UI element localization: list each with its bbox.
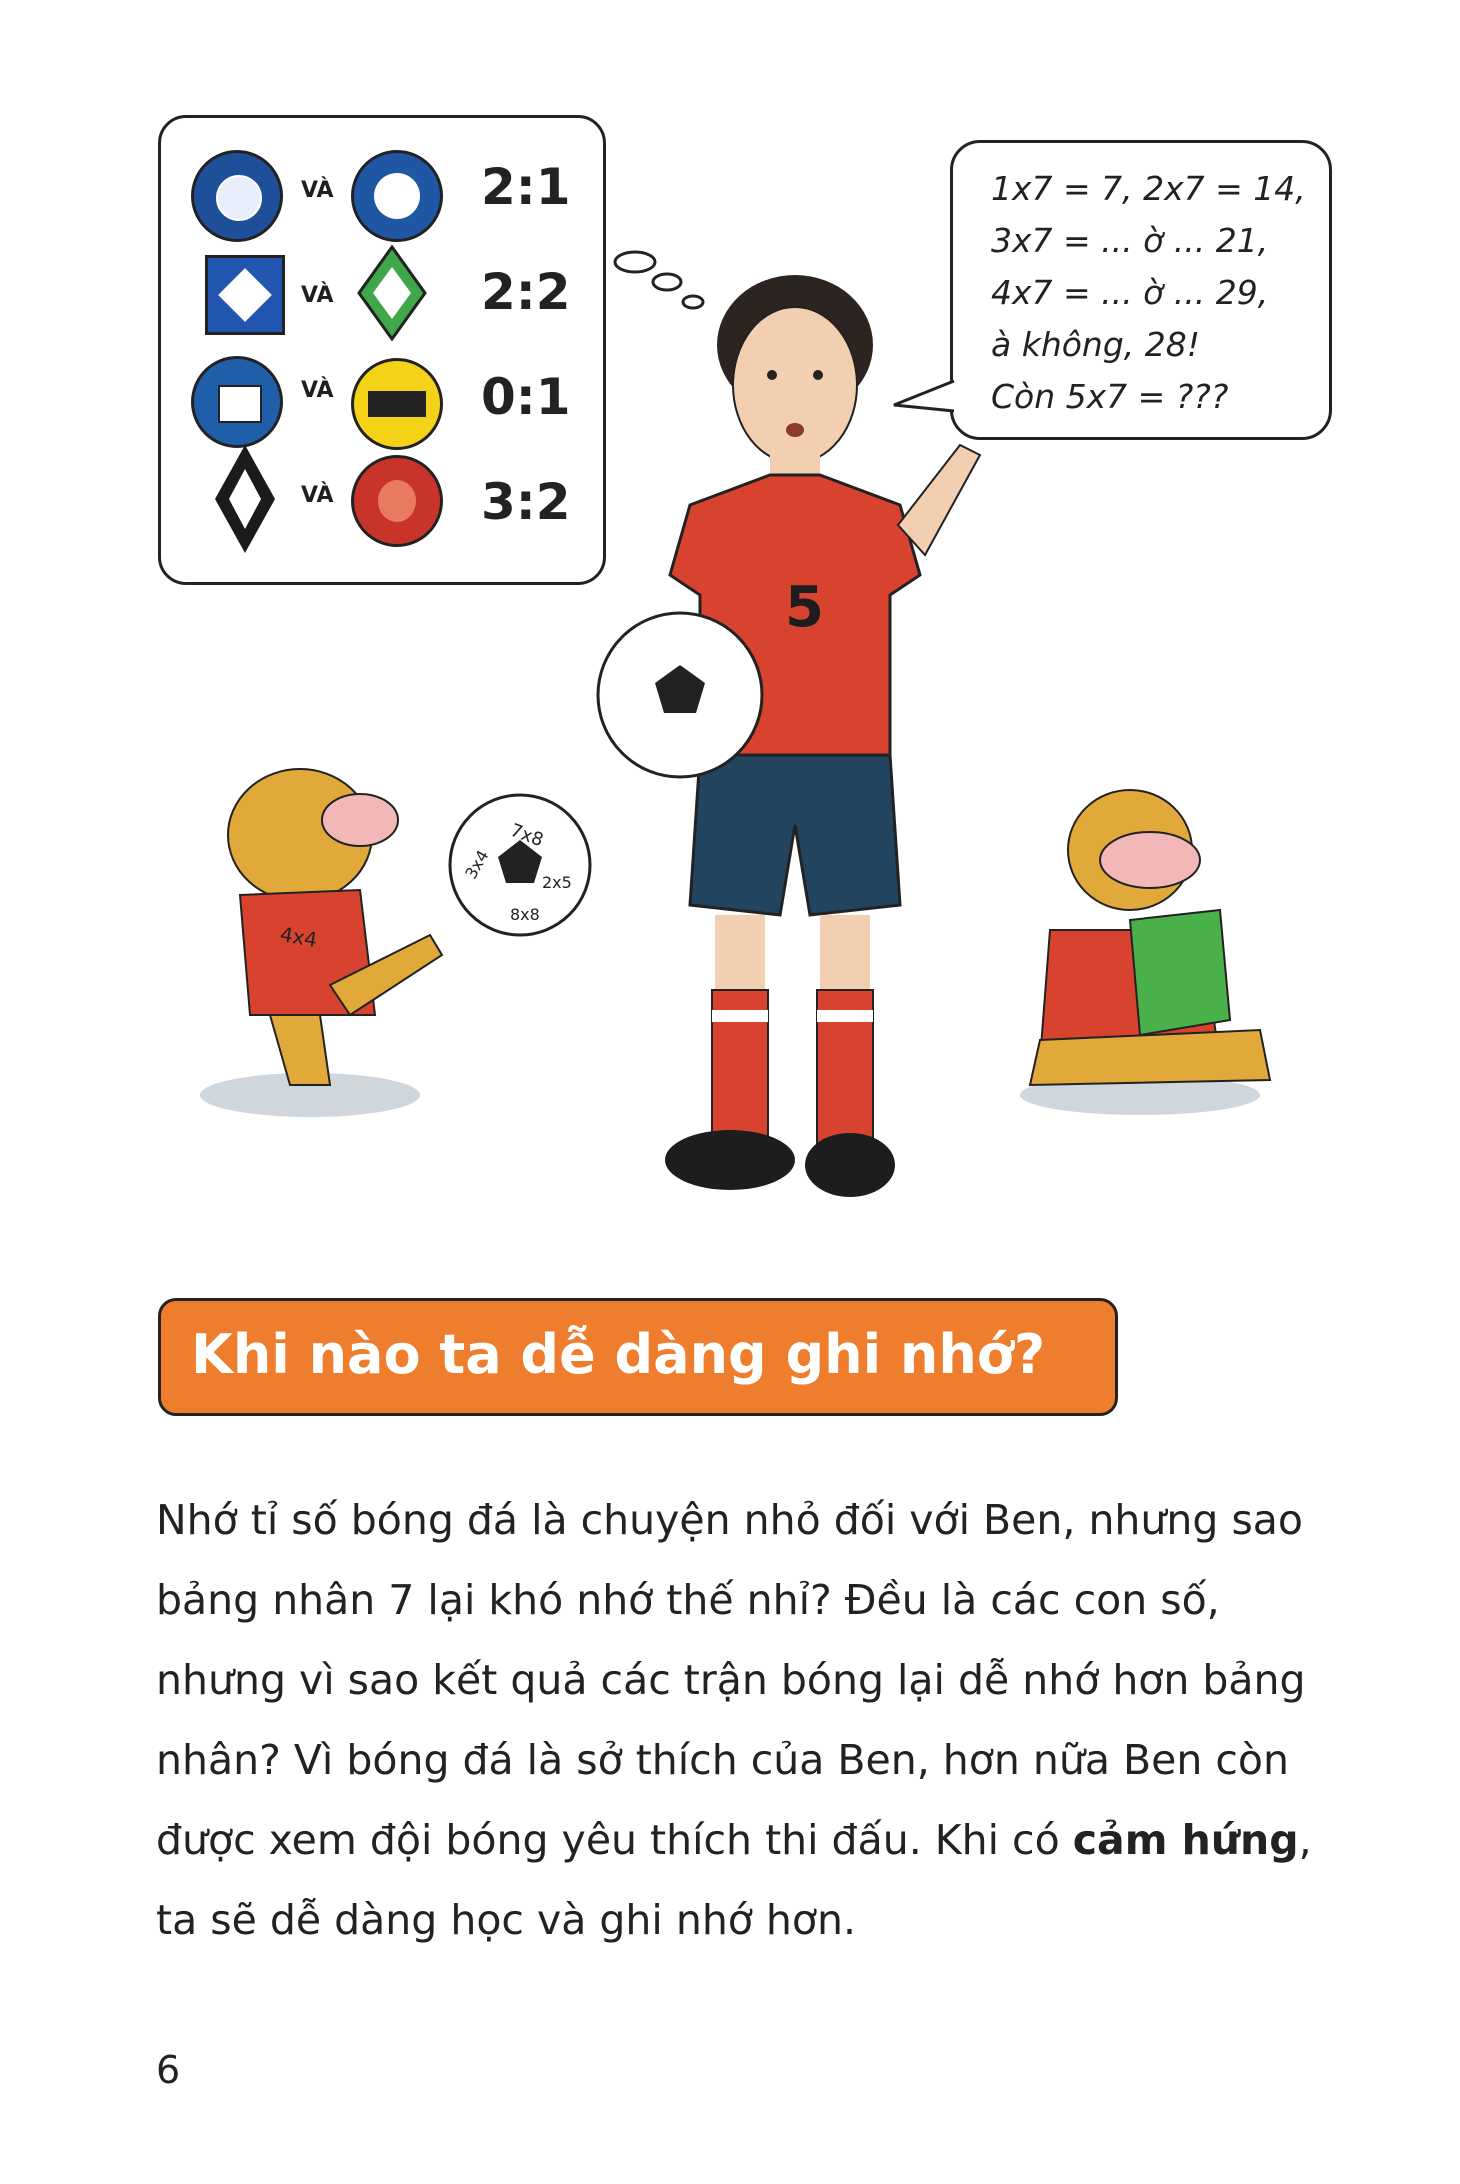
ball-label: 8x8 [510, 905, 540, 924]
match-score: 2:1 [481, 158, 571, 216]
body-text-part: Nhớ tỉ số bóng đá là chuyện nhỏ đối với Ben, nhưng sao bảng nhân 7 lại khó nhớ thế nhỉ? Đều là các con số, nhưng vì sao kết quả các trận bóng lại dễ nhớ hơn bảng nhân? Vì bóng đá là sở thích của Ben, hơn nữa Ben còn được xem đội bóng yêu thích thi đấu. Khi có [156, 1496, 1306, 1864]
match-score: 2:2 [481, 263, 571, 321]
page-number: 6 [156, 2048, 181, 2092]
kicking-creature-illustration [180, 725, 600, 1125]
werder-crest-icon [357, 245, 427, 341]
speech-line: 3x7 = ... ờ ... 21, [991, 221, 1269, 260]
hamburg-crest-icon [205, 255, 285, 335]
and-word: VÀ [301, 378, 334, 403]
section-heading: Khi nào ta dễ dàng ghi nhớ? [191, 1323, 1046, 1386]
ball-label: 7x8 [507, 819, 547, 852]
mainz-crest-icon [351, 455, 443, 547]
section-heading-banner [158, 1298, 1118, 1416]
score-thought-bubble [158, 115, 606, 585]
speech-line: Còn 5x7 = ??? [991, 377, 1229, 416]
reading-creature-illustration [1000, 760, 1290, 1120]
body-bold-phrase: cảm hứng [1072, 1816, 1299, 1864]
ball-label: 3x4 [461, 846, 493, 883]
speech-line: 1x7 = 7, 2x7 = 14, [991, 169, 1306, 208]
gladbach-crest-icon [213, 443, 277, 555]
shirt-number: 5 [785, 575, 824, 640]
speech-line: à không, 28! [991, 325, 1200, 364]
and-word: VÀ [301, 483, 334, 508]
score-row [161, 118, 603, 218]
and-word: VÀ [301, 283, 334, 308]
match-score: 0:1 [481, 368, 571, 426]
speech-line: 4x7 = ... ờ ... 29, [991, 273, 1269, 312]
match-score: 3:2 [481, 473, 571, 531]
score-row [161, 223, 603, 323]
ball-label: 2x5 [542, 873, 572, 892]
score-row [161, 328, 603, 428]
body-text-part: , ta sẽ dễ dàng học và ghi nhớ hơn. [156, 1816, 1312, 1944]
body-paragraph [156, 1480, 1346, 1960]
boy-illustration [580, 225, 1040, 1215]
score-row [161, 433, 603, 533]
and-word: VÀ [301, 178, 334, 203]
creature-shirt-label: 4x4 [278, 921, 320, 953]
